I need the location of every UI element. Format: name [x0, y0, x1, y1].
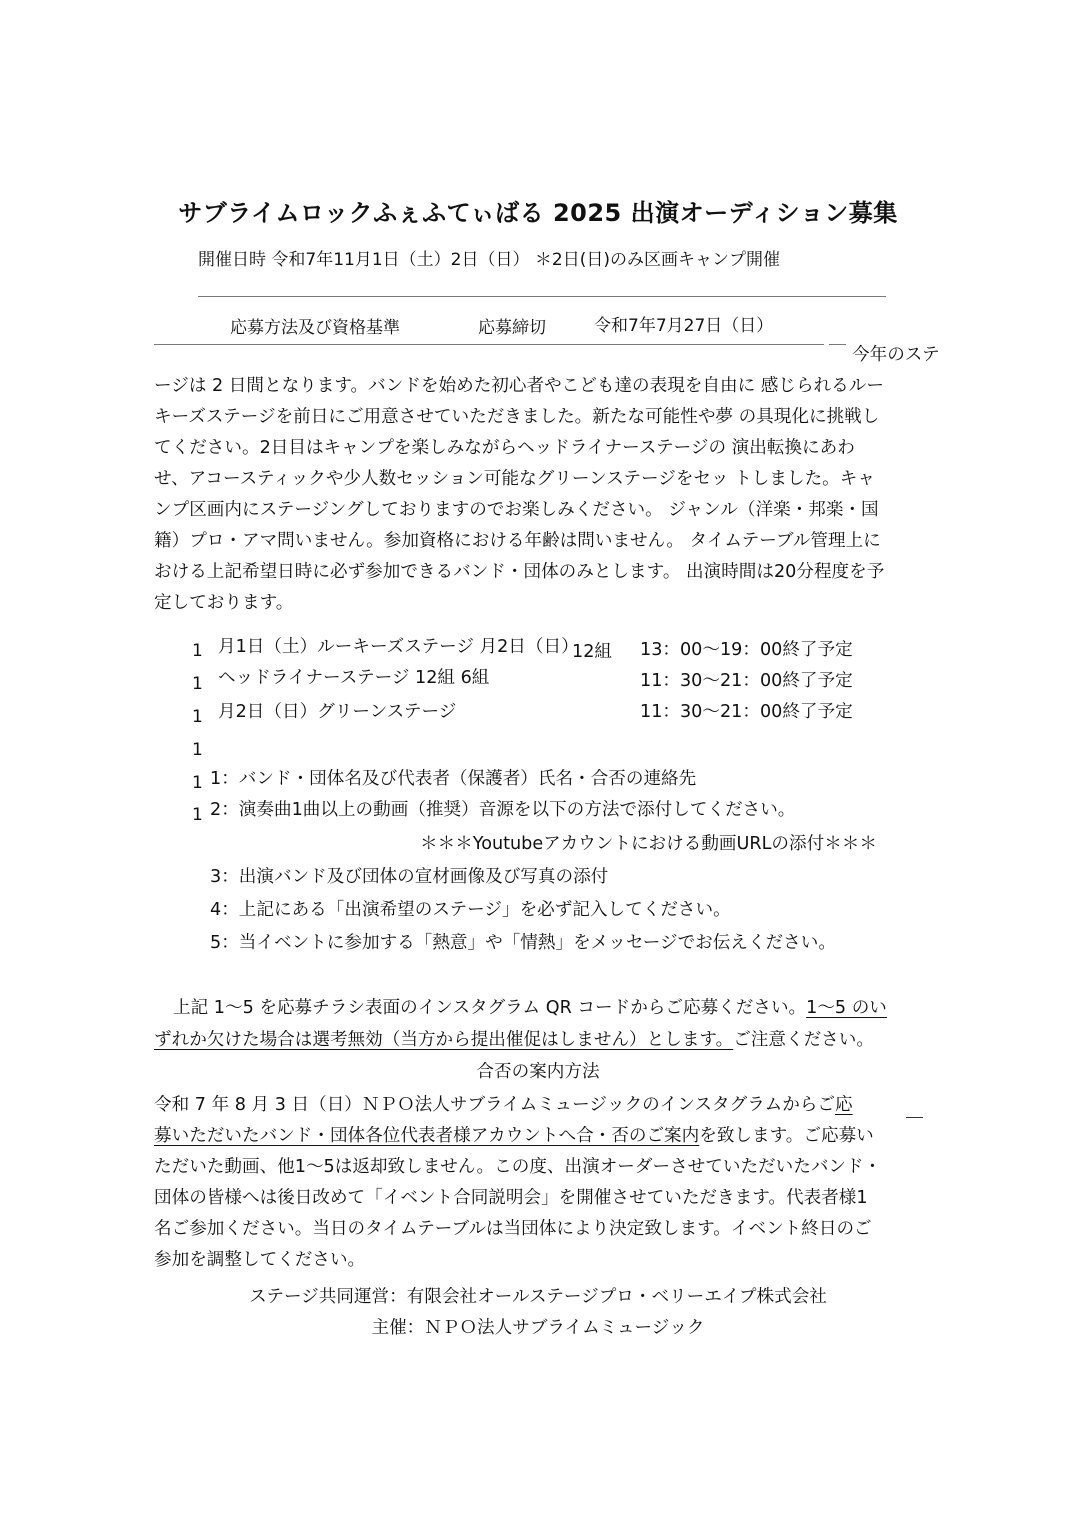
intro-first: 今年のステ [852, 345, 940, 365]
result-line [154, 1090, 853, 1121]
footer-organizer: 主催：ＮＰＯ法人サブライムミュージック [371, 1318, 705, 1338]
schedule-number: 1 [192, 707, 203, 727]
requirement-item: 5：当イベントに参加する「熱意」や「情熱」をメッセージでお伝えください。 [210, 933, 836, 953]
result-underline: 応 [835, 1095, 853, 1115]
intro-line: キーズステージを前日にご用意させていただきました。新たな可能性や夢 の具現化に挑戦し [154, 407, 880, 427]
schedule-stage: ヘッドライナーステージ 12組 6組 [218, 668, 490, 688]
page-title: サブライムロックふぇふてぃばる 2025 出演オーディション募集 [178, 199, 898, 227]
result-text: を致します。ご応募い [699, 1126, 874, 1146]
header-deadline: 令和7年7月27日（日） [594, 316, 774, 336]
intro-line: てください。2日目はキャンプを楽しみながらヘッドライナーステージの 演出転換にあわ [154, 438, 855, 458]
schedule-time: 13：00〜19：00終了予定 [640, 640, 853, 660]
header-method: 応募方法及び資格基準 [230, 318, 400, 338]
divider-bottom-tail [829, 344, 846, 345]
schedule-number: 1 [192, 641, 203, 661]
schedule-time: 11：30〜21：00終了予定 [640, 671, 853, 691]
requirement-item: 4：上記にある「出演希望のステージ」を必ず記入してください。 [210, 900, 731, 920]
schedule-stage: 月2日（日）グリーンステージ [218, 702, 457, 722]
schedule-stage: 月1日（土）ルーキーズステージ 月2日（日） [218, 637, 579, 657]
divider-bottom [154, 344, 824, 345]
result-text: 令和 7 年 8 月 3 日（日）ＮＰＯ法人サブライムミュージックのインスタグラムからご [154, 1095, 835, 1115]
requirement-item: 2：演奏曲1曲以上の動画（推奨）音源を以下の方法で添付してください。 [210, 800, 796, 820]
result-underline-tail [906, 1117, 923, 1118]
requirement-item: 1：バンド・団体名及び代表者（保護者）氏名・合否の連絡先 [210, 769, 697, 789]
result-line: 名ご参加ください。当日のタイムテーブルは当団体により決定致します。イベント終日のご [154, 1219, 872, 1239]
intro-line: 定しております。 [154, 593, 294, 613]
divider-top [198, 296, 886, 297]
schedule-overlap: 12組 [572, 642, 612, 662]
intro-line: ンプ区画内にステージングしておりますのでお楽しみください。 ジャンル（洋楽・邦楽・国 [154, 500, 879, 520]
intro-line: 籍）プロ・アマ問いません。参加資格における年齢は問いません。 タイムテーブル管理上に [154, 531, 881, 551]
intro-line: ージは 2 日間となります。バンドを始めた初心者やこども達の表現を自由に 感じられるルー [154, 376, 884, 396]
result-line: 参加を調整してください。 [154, 1250, 366, 1270]
apply-line [154, 1025, 874, 1056]
schedule-time: 11：30〜21：00終了予定 [640, 702, 853, 722]
intro-line: おける上記希望日時に必ず参加できるバンド・団体のみとします。 出演時間は20分程度を予 [154, 562, 885, 582]
requirement-number: 1 [192, 805, 203, 825]
apply-text: 上記 1〜5 を応募チラシ表面のインスタグラム QR コードからご応募ください。 [173, 998, 807, 1018]
event-date: 開催日時 令和7年11月1日（土）2日（日） ＊2日(日)のみ区画キャンプ開催 [198, 250, 780, 270]
result-line [154, 1121, 874, 1152]
requirement-item: 3：出演バンド及び団体の宣材画像及び写真の添付 [210, 867, 609, 887]
header-deadline-label: 応募締切 [478, 318, 546, 338]
apply-note: ご注意ください。 [733, 1030, 874, 1050]
result-underline: 募いただいたバンド・団体各位代表者様アカウントへ合・否のご案内 [154, 1126, 700, 1146]
requirement-number: 1 [192, 773, 203, 793]
apply-warning: ずれか欠けた場合は選考無効（当方から提出催促はしません）とします。 [154, 1030, 734, 1050]
footer-operator: ステージ共同運営：有限会社オールステージプロ・ベリーエイプ株式会社 [249, 1287, 827, 1307]
intro-line: せ、アコースティックや少人数セッション可能なグリーンステージをセッ トしました。キャ [154, 469, 875, 489]
result-line: ただいた動画、他1〜5は返却致しません。この度、出演オーダーさせていただいたバンド・ [154, 1157, 882, 1177]
schedule-number: 1 [192, 674, 203, 694]
apply-line [173, 993, 887, 1024]
result-heading: 合否の案内方法 [476, 1062, 600, 1082]
result-line: 団体の皆様へは後日改めて「イベント合同説明会」を開催させていただきます。代表者様1 [154, 1188, 868, 1208]
apply-warning: 1〜5 のい [806, 998, 887, 1018]
youtube-note: ＊＊＊Youtubeアカウントにおける動画URLの添付＊＊＊ [420, 834, 877, 854]
blank-number: 1 [192, 740, 203, 760]
